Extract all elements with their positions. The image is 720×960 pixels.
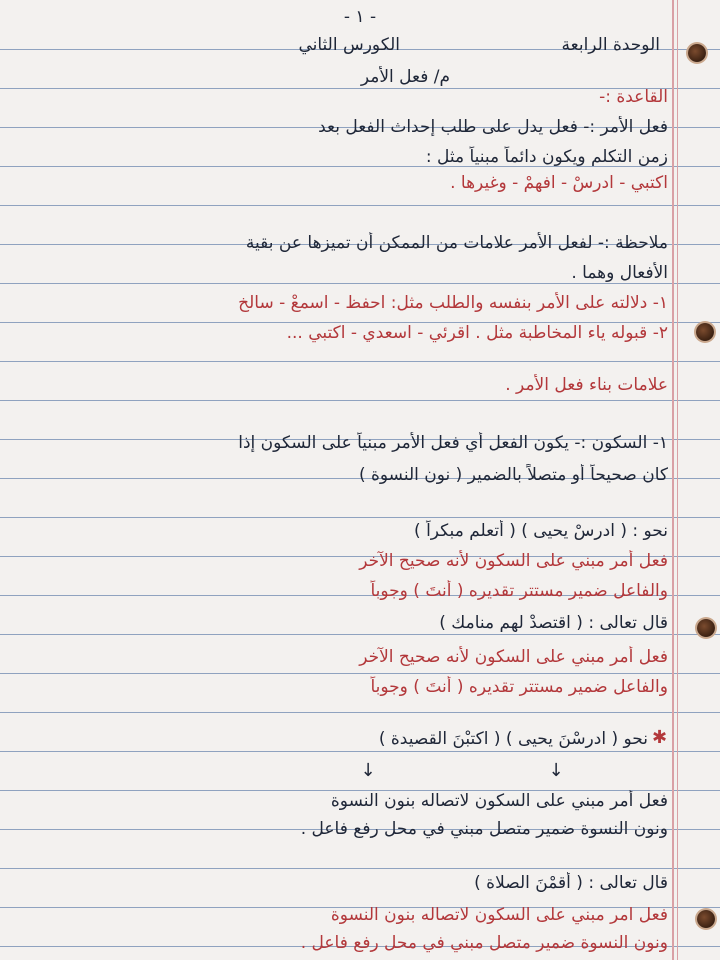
- rule-examples: اكتبي - ادرسْ - افهمْ - وغيرها .: [450, 173, 668, 193]
- example-4: قال تعالى : ( أقمْنَ الصلاة ): [474, 873, 668, 893]
- star-mark: ✱: [652, 727, 668, 748]
- example-4-explanation-1: فعل امر مبني على السكون لاتصاله بنون النسوة: [330, 905, 668, 925]
- example-1: نحو : ( ادرسْ يحيى ) ( أتعلم مبكراً ): [414, 521, 668, 541]
- sukun-line-2: كان صحيحاً أو متصلاً بالضمير ( نون النسوة ): [358, 465, 668, 485]
- page-number: - ١ -: [343, 7, 377, 27]
- example-2: قال تعالى : ( اقتصدْ لهم منامك ): [439, 613, 668, 633]
- sukun-line-1: ١- السكون :- يكون الفعل أي فعل الأمر مبنياً على السكون إذا: [238, 433, 668, 453]
- example-3-explanation-2: ونون النسوة ضمير متصل مبني في محل رفع فاعل .: [300, 819, 668, 839]
- lesson-topic: م/ فعل الأمر: [360, 67, 450, 87]
- rule-definition-line-1: فعل الأمر :- فعل يدل على طلب إحداث الفعل بعد: [318, 117, 668, 137]
- arrow-down-icon: ↓: [548, 760, 564, 781]
- example-1-explanation-1: فعل أمر مبني على السكون لأنه صحيح الآخر: [359, 551, 668, 571]
- example-3: نحو ( ادرسْنَ يحيى ) ( اكتبْنَ القصيدة ): [378, 729, 648, 749]
- example-1-explanation-2: والفاعل ضمير مستتر تقديره ( أنتَ ) وجوباً: [370, 581, 668, 601]
- example-2-explanation-1: فعل أمر مبني على السكون لأنه صحيح الآخر: [359, 647, 668, 667]
- note-line-1: ملاحظة :- لفعل الأمر علامات من الممكن أن تميزها عن بقية: [245, 233, 668, 253]
- course-title: الكورس الثاني: [298, 35, 400, 55]
- unit-title: الوحدة الرابعة: [561, 35, 660, 55]
- rule-heading: القاعدة :-: [599, 87, 668, 107]
- note-line-2: الأفعال وهما .: [571, 263, 668, 283]
- note-point-1: ١- دلالته على الأمر بنفسه والطلب مثل: احفظ - اسمعْ - سالخ: [238, 293, 668, 313]
- note-point-2: ٢- قبوله ياء المخاطبة مثل . اقرئي - اسعدي - اكتبي ...: [286, 323, 668, 343]
- rule-definition-line-2: زمن التكلم ويكون دائماً مبنياً مثل :: [425, 147, 668, 167]
- example-4-explanation-2: ونون النسوة ضمير متصل مبني في محل رفع فاعل .: [300, 933, 668, 953]
- signs-heading: علامات بناء فعل الأمر .: [505, 375, 668, 395]
- arrow-down-icon: ↓: [360, 760, 376, 781]
- example-3-explanation-1: فعل أمر مبني على السكون لاتصاله بنون النسوة: [330, 791, 668, 811]
- example-2-explanation-2: والفاعل ضمير مستتر تقديره ( أنتَ ) وجوباً: [370, 677, 668, 697]
